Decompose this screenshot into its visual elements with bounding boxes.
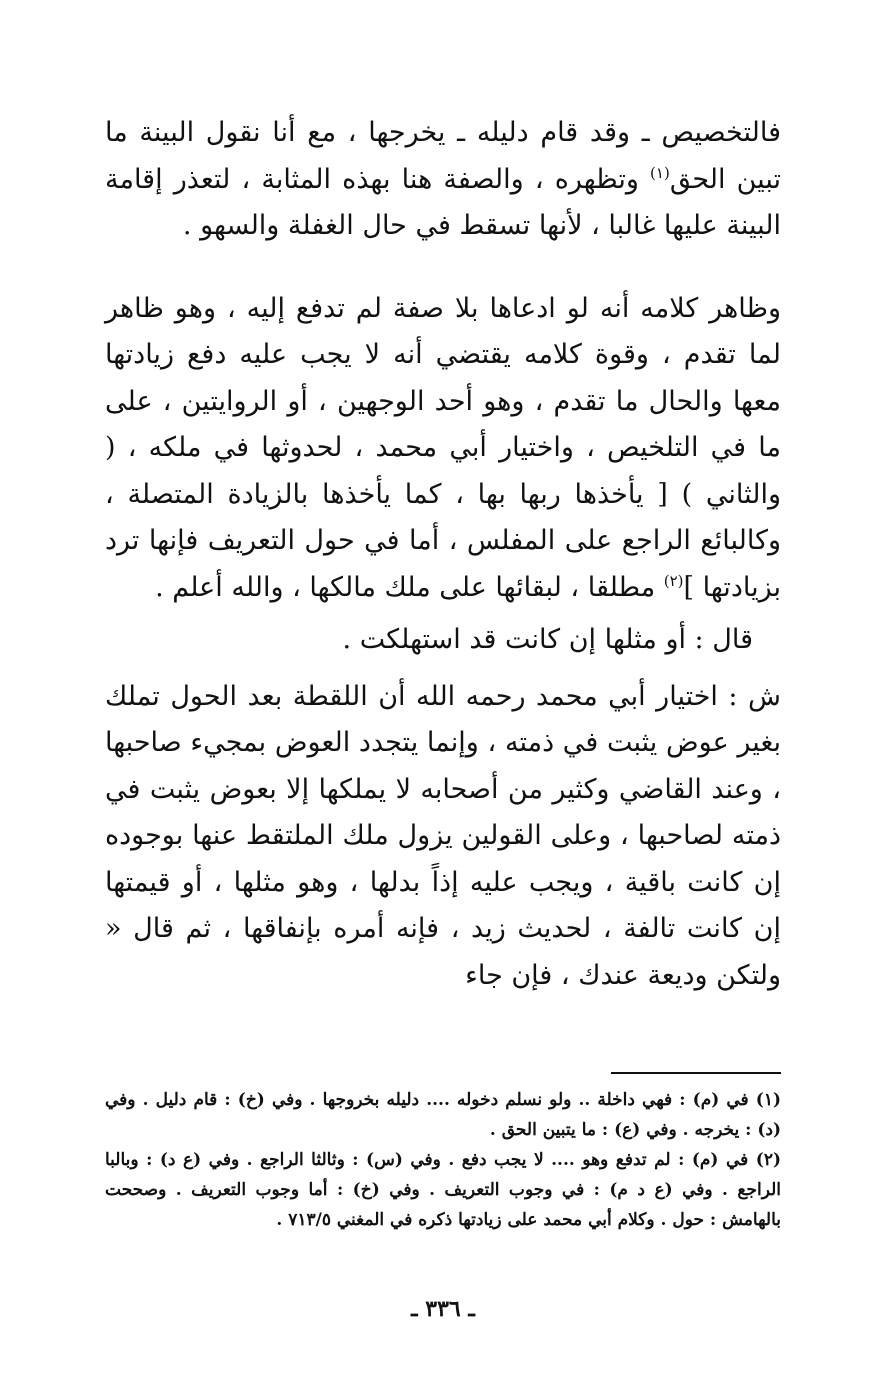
footnote-divider	[611, 1072, 781, 1074]
footnote-marker-1: (١)	[650, 163, 670, 182]
footnote-marker-2: (٢)	[663, 571, 684, 590]
paragraph-4: ش : اختيار أبي محمد رحمه الله أن اللقطة بعد الحول تملك بغير عوض يثبت في ذمته ، وإنما يتجدد العوض بمجيء صاحبها ، وعند القاضي وكثير من أصحابه لا يملكها إلا بعوض يثبت في ذمته لصاحبها ، وعلى القولين يزول ملك الملتقط عنها بوجوده إن كانت باقية ، ويجب عليه إذاً بدلها ، وهو مثلها ، أو قيمتها إن كانت تالفة ، لحديث زيد ، فإنه أمره بإنفاقها ، ثم قال « ولتكن وديعة عندك ، فإن جاء	[105, 680, 781, 991]
footnotes	[105, 1085, 781, 1235]
paragraph-2-text-a: وظاهر كلامه أنه لو ادعاها بلا صفة لم تدفع إليه ، وهو ظاهر لما تقدم ، وقوة كلامه يقتضي أنه لا يجب عليه دفع زيادتها معها والحال ما تقدم ، وهو أحد الوجهين ، أو الروايتين ، على ما في التلخيص ، واختيار أبي محمد ، لحدوثها في ملكه ، ( والثاني ) [ يأخذها ربها بها ، كما يأخذها بالزيادة المتصلة ، وكالبائع الراجع على المفلس ، أما في حول التعريف فإنها ترد بزيادتها ]	[105, 292, 781, 603]
paragraph-2	[105, 286, 781, 612]
paragraph-2-text-b: مطلقا ، لبقائها على ملك مالكها ، والله أعلم .	[155, 571, 664, 603]
footnote-2: (٢) في (م) : لم تدفع وهو .... لا يجب دفع . وفي (س) : وثالثا الراجع . وفي (ع د) : وبالبا الراجع . وفي (ع د م) : في وجوب التعريف . وفي (خ) : أما وجوب التعريف . وصححت بالهامش : حول . وكلام أبي محمد على زيادتها ذكره في المغني ٧١٣/٥ .	[105, 1150, 781, 1230]
paragraph-1-text-b: وتظهره ، والصفة هنا بهذه المثابة ، لتعذر إقامة البينة عليها غالبا ، لأنها تسقط في حال الغفلة والسهو .	[105, 163, 781, 241]
main-text	[105, 110, 781, 999]
paragraph-3-quote: قال : أو مثلها إن كانت قد استهلكت .	[342, 624, 753, 655]
page-number: ـ ٣٣٦ ـ	[411, 1296, 475, 1322]
footnote-1: (١) في (م) : فهي داخلة .. ولو نسلم دخوله .... دليله بخروجها . وفي (خ) : قام دليل . وفي (د) : يخرجه . وفي (ع) : ما يتبين الحق .	[105, 1090, 781, 1140]
paragraph-1-text-a: فالتخصيص ـ وقد قام دليله ـ يخرجها ، مع أنا نقول البينة ما تبين الحق	[105, 117, 781, 195]
paragraph-1	[105, 110, 781, 250]
